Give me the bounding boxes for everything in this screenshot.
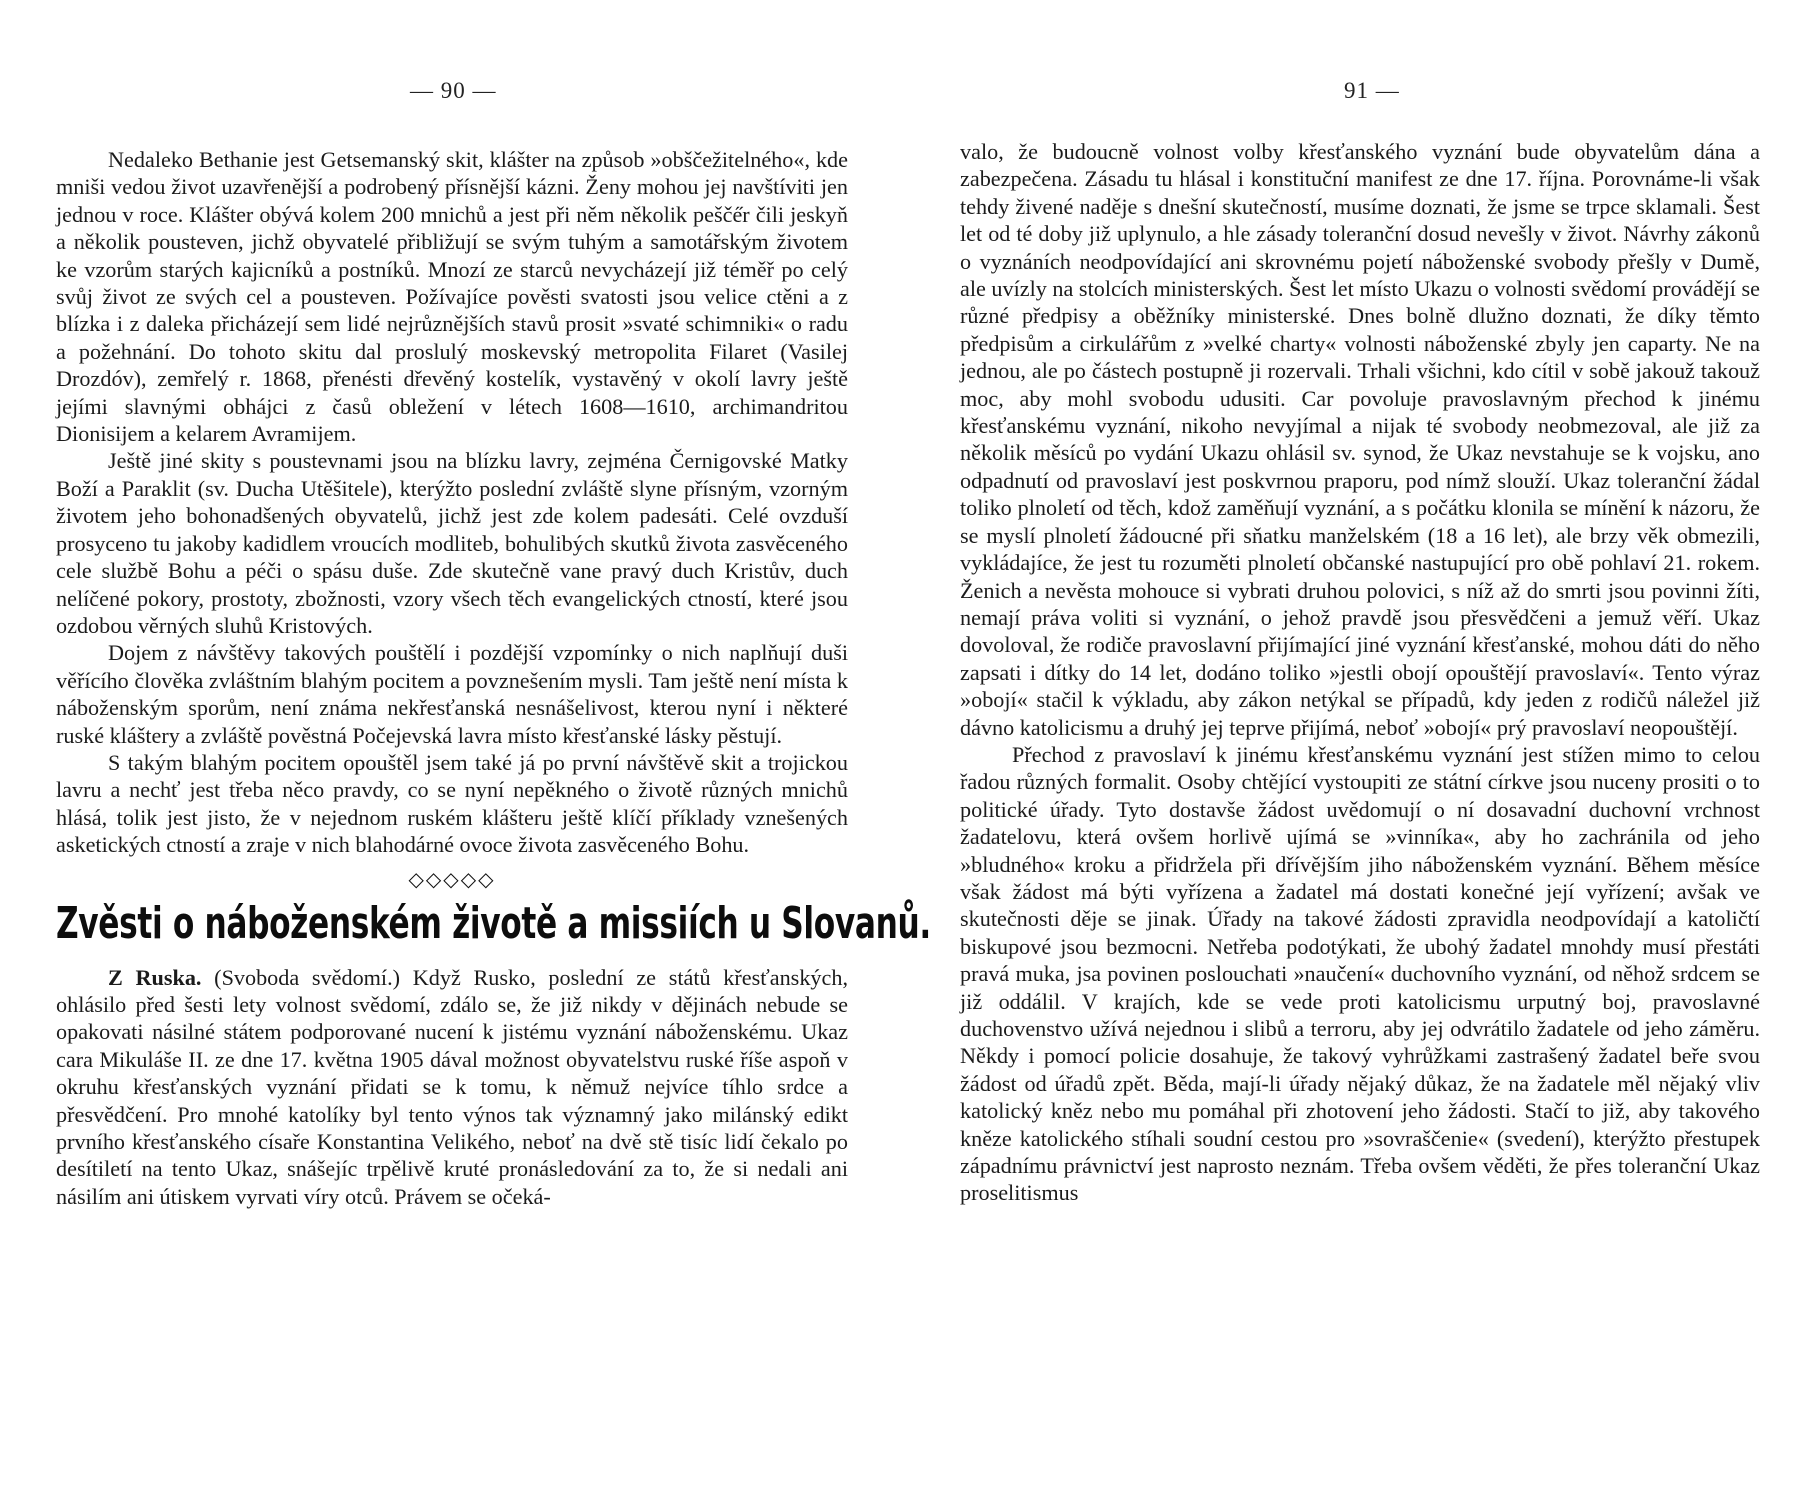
paragraph: S takým blahým pocitem opouštěl jsem také já po první návštěvě skit a trojickou lavru a nechť jest třeba něco pravdy, co se nyní nepěkného o životě různých mnichů hlásá, tolik jest jisto, že v nejednom ruském klášteru ještě klíčí příklady vznešených asketických ctností a zraje v nich blahodárné ovoce života zasvěceného Bohu. <box>56 749 848 858</box>
right-page <box>902 0 1804 1500</box>
paragraph: Přechod z pravoslaví k jinému křesťanskému vyznání jest stížen mimo to celou řadou různých formalit. Osoby chtějící vystoupiti ze státní církve jsou nuceny prositi o to politické úřady. Tyto dostavše žádost uvědomují o ní dosavadní duchovní vrchnost žadatelovu, která ovšem horlivě ujímá se »vinníka«, aby ho zachránila od jeho »bludného« kroku a přidržela při dřívějším jiho náboženském vyznání. Během měsíce však žádost má býti vyřízena a žadatel má dostati konečné její vyřízení; avšak ve skutečnosti děje se jinak. Úřady na takové žádosti zpravidla neodpovídají a katoličtí biskupové jsou bezmocni. Netřeba podotýkati, že ubohý žadatel mnohdy musí přestáti pravá muka, jsa povinen poslouchati »naučení« duchovního vyznání, od něhož srdcem se již oddálil. V krajích, kde se vede proti katolicismu urputný boj, pravoslavné duchovenstvo užívá nejednou i slibů a terroru, aby jej odvrátilo žadatele od jeho záměru. Někdy i pomocí policie dosahuje, že takový vyhrůžkami zastrašený žadatel beře svou žádost od úřadů zpět. Běda, mají-li úřady nějaký důkaz, že na žadatele měl nějaký vliv katolický kněz nebo mu pomáhal při zhotovení jeho žádosti. Stačí to již, aby takového kněze katolického stíhali soudní cestou pro »sovraščenie« (svedení), kterýžto přestupek západnímu právnictví jest naprosto neznám. Třeba ovšem věděti, že přes toleranční Ukaz proselitismus <box>960 741 1760 1206</box>
paragraph: Nedaleko Bethanie jest Getsemanský skit, klášter na způsob »obščežitelného«, kde mniši vedou život uzavřenější a podrobený přísnější kázni. Ženy mohou jej navštíviti jen jednou v roce. Klášter obývá kolem 200 mnichů a jest při něm několik pešče̋r čili jeskyň a několik pousteven, jichž obyvatelé přibližují se svým tuhým a samotářským životem ke vzorům starých kajicníků a postníků. Mnozí ze starců nevycházejí již téměř po celý svůj život ze svých cel a pousteven. Požívajíce pověsti svatosti jsou velice ctěni a z blízka i z daleka přicházejí sem lidé nejrůznějších stavů prosit »svaté schimniki« o radu a požehnání. Do tohoto skitu dal proslulý moskevský metropolita Filaret (Vasilej Drozdóv), zemřelý r. 1868, přenésti dřevěný kostelík, vystavěný v okolí lavry ještě jejími slavnými obhájci z časů obležení v létech 1608—1610, archimandritou Dionisijem a kelarem Avramijem. <box>56 147 848 447</box>
section-paragraph <box>56 964 848 1211</box>
paragraph: Ještě jiné skity s poustevnami jsou na blízku lavry, zejména Černigovské Matky Boží a Paraklit (sv. Ducha Utěšitele), kterýžto poslední zvláště slyne přísným, vzorným životem jeho bohonadšených obyvatelů, jichž jest zde kolem padesáti. Celé ovzduší prosyceno tu jakoby kadidlem vroucích modliteb, bohulibých skutků života zasvěceného cele službě Bohu a péči o spásu duše. Zde skutečně vane pravý duch Kristův, duch nelíčené pokory, prostoty, zbožnosti, vzory všech těch evangelických ctností, které jsou ozdobou věrných sluhů Kristových. <box>56 448 848 638</box>
page-number: 91 — <box>1344 78 1400 103</box>
ornament-divider: ◇◇◇◇◇ <box>408 868 496 891</box>
section-lead: Z Ruska. <box>108 964 202 990</box>
paragraph: valo, že budoucně volnost volby křesťanského vyznání bude obyvatelům dána a zabezpečena. Zásadu tu hlásal i konstituční manifest ze dne 17. října. Porovnáme-li však tehdy živené naděje s dnešní skutečností, musíme doznati, že jsme se trpce sklamali. Šest let od té doby již uplynulo, a hle zásady toleranční dosud nevešly v život. Návrhy zákonů o vyznáních neodpovídající ani skrovnému pojetí náboženské svobody přešly v Dumě, ale uvízly na stolcích ministerských. Šest let místo Ukazu o volnosti svědomí provádějí se různé předpisy a oběžníky ministerské. Dnes bolně dlužno doznati, že díky těmto předpisům a cirkulářům z »velké charty« volnosti náboženské zbyly jen caparty. Ne na jednou, ale po částech postupně ji rozervali. Trhali všichni, kdo cítil v sobě jakouž takouž moc, aby mohl svobodu udusiti. Car povoluje pravoslavným přechod k jinému křesťanskému vyznání, nikoho nevyjímal a nijak té svobody neobmezoval, ale již za několik měsíců po vydání Ukazu ohlásil sv. synod, že Ukaz nevstahuje se k vojsku, ano odpadnutí od pravoslaví jest poskvrnou praporu, pod nímž slouží. Ukaz toleranční žádal toliko plnoletí od těch, kdož zaměňují vyznání, a s počátku klonila se mínění k názoru, že se myslí plnoletí žádoucné při sňatku manželském (18 a 16 let), ale brzy věk obmezili, vykládajíce, že jest tu rozuměti plnoletí občanské nastupující pro obě pohlaví 21. rokem. Ženich a nevěsta mohouce si vybrati druhou polovici, s níž až do smrti jsou povinni žíti, nemají práva voliti si vyznání, o jehož pravdě jsou přesvědčeni a jemuž věří. Ukaz dovoloval, že rodiče pravoslavní přijímající jiné vyznání křesťanské, mohou dáti do něho zapsati i dítky do 14 let, dodáno toliko »jestli obojí opouštějí pravoslaví«. Tento výraz »obojí« stačil k výkladu, aby zákon netýkal se případů, kdy jeden z rodičů náležel již dávno katolicismu a druhý jej teprve přijímá, neboť »obojí« prý pravoslaví neopouštějí. <box>960 139 1760 740</box>
section-paragraph-text: (Svoboda svědomí.) Když Rusko, poslední ze států křesťanských, ohlásilo před šesti lety volnost svědomí, zdálo se, že již nikdy v dějinách nebude se opakovati násilné státem podporované nucení k jistému vyznání náboženskému. Ukaz cara Mikuláše II. ze dne 17. května 1905 dával možnost obyvatelstvu ruské říše aspoň v okruhu křesťanských vyznání přidati se k tomu, k němuž nejvíce tíhlo srdce a přesvědčení. Pro mnohé katolíky byl tento výnos tak významný jako milánský edikt prvního křesťanského císaře Konstantina Velikého, neboť na dvě stě tisíc lidí čekalo po desítiletí na tento Ukaz, snášejíc trpělivě kruté pronásledování za to, že si nedali ani násilím ani útiskem vyrvati víry otců. Právem se očeká- <box>56 964 848 1209</box>
section-heading: Zvěsti o náboženském životě a missiích u Slovanů. <box>56 897 931 949</box>
page-number: — 90 — <box>410 78 497 103</box>
text-column <box>960 138 1760 1207</box>
text-column <box>56 146 931 1210</box>
paragraph: Dojem z návštěvy takových pouštělí i pozdější vzpomínky o nich naplňují duši věřícího člověka zvláštním blahým pocitem a povznešením mysli. Tam ještě není místa k náboženským sporům, není známa nekřesťanská nesnášelivost, kterou nyní i některé ruské kláštery a zvláště pověstná Počejevská lavra místo křesťanské lásky pěstují. <box>56 640 848 748</box>
